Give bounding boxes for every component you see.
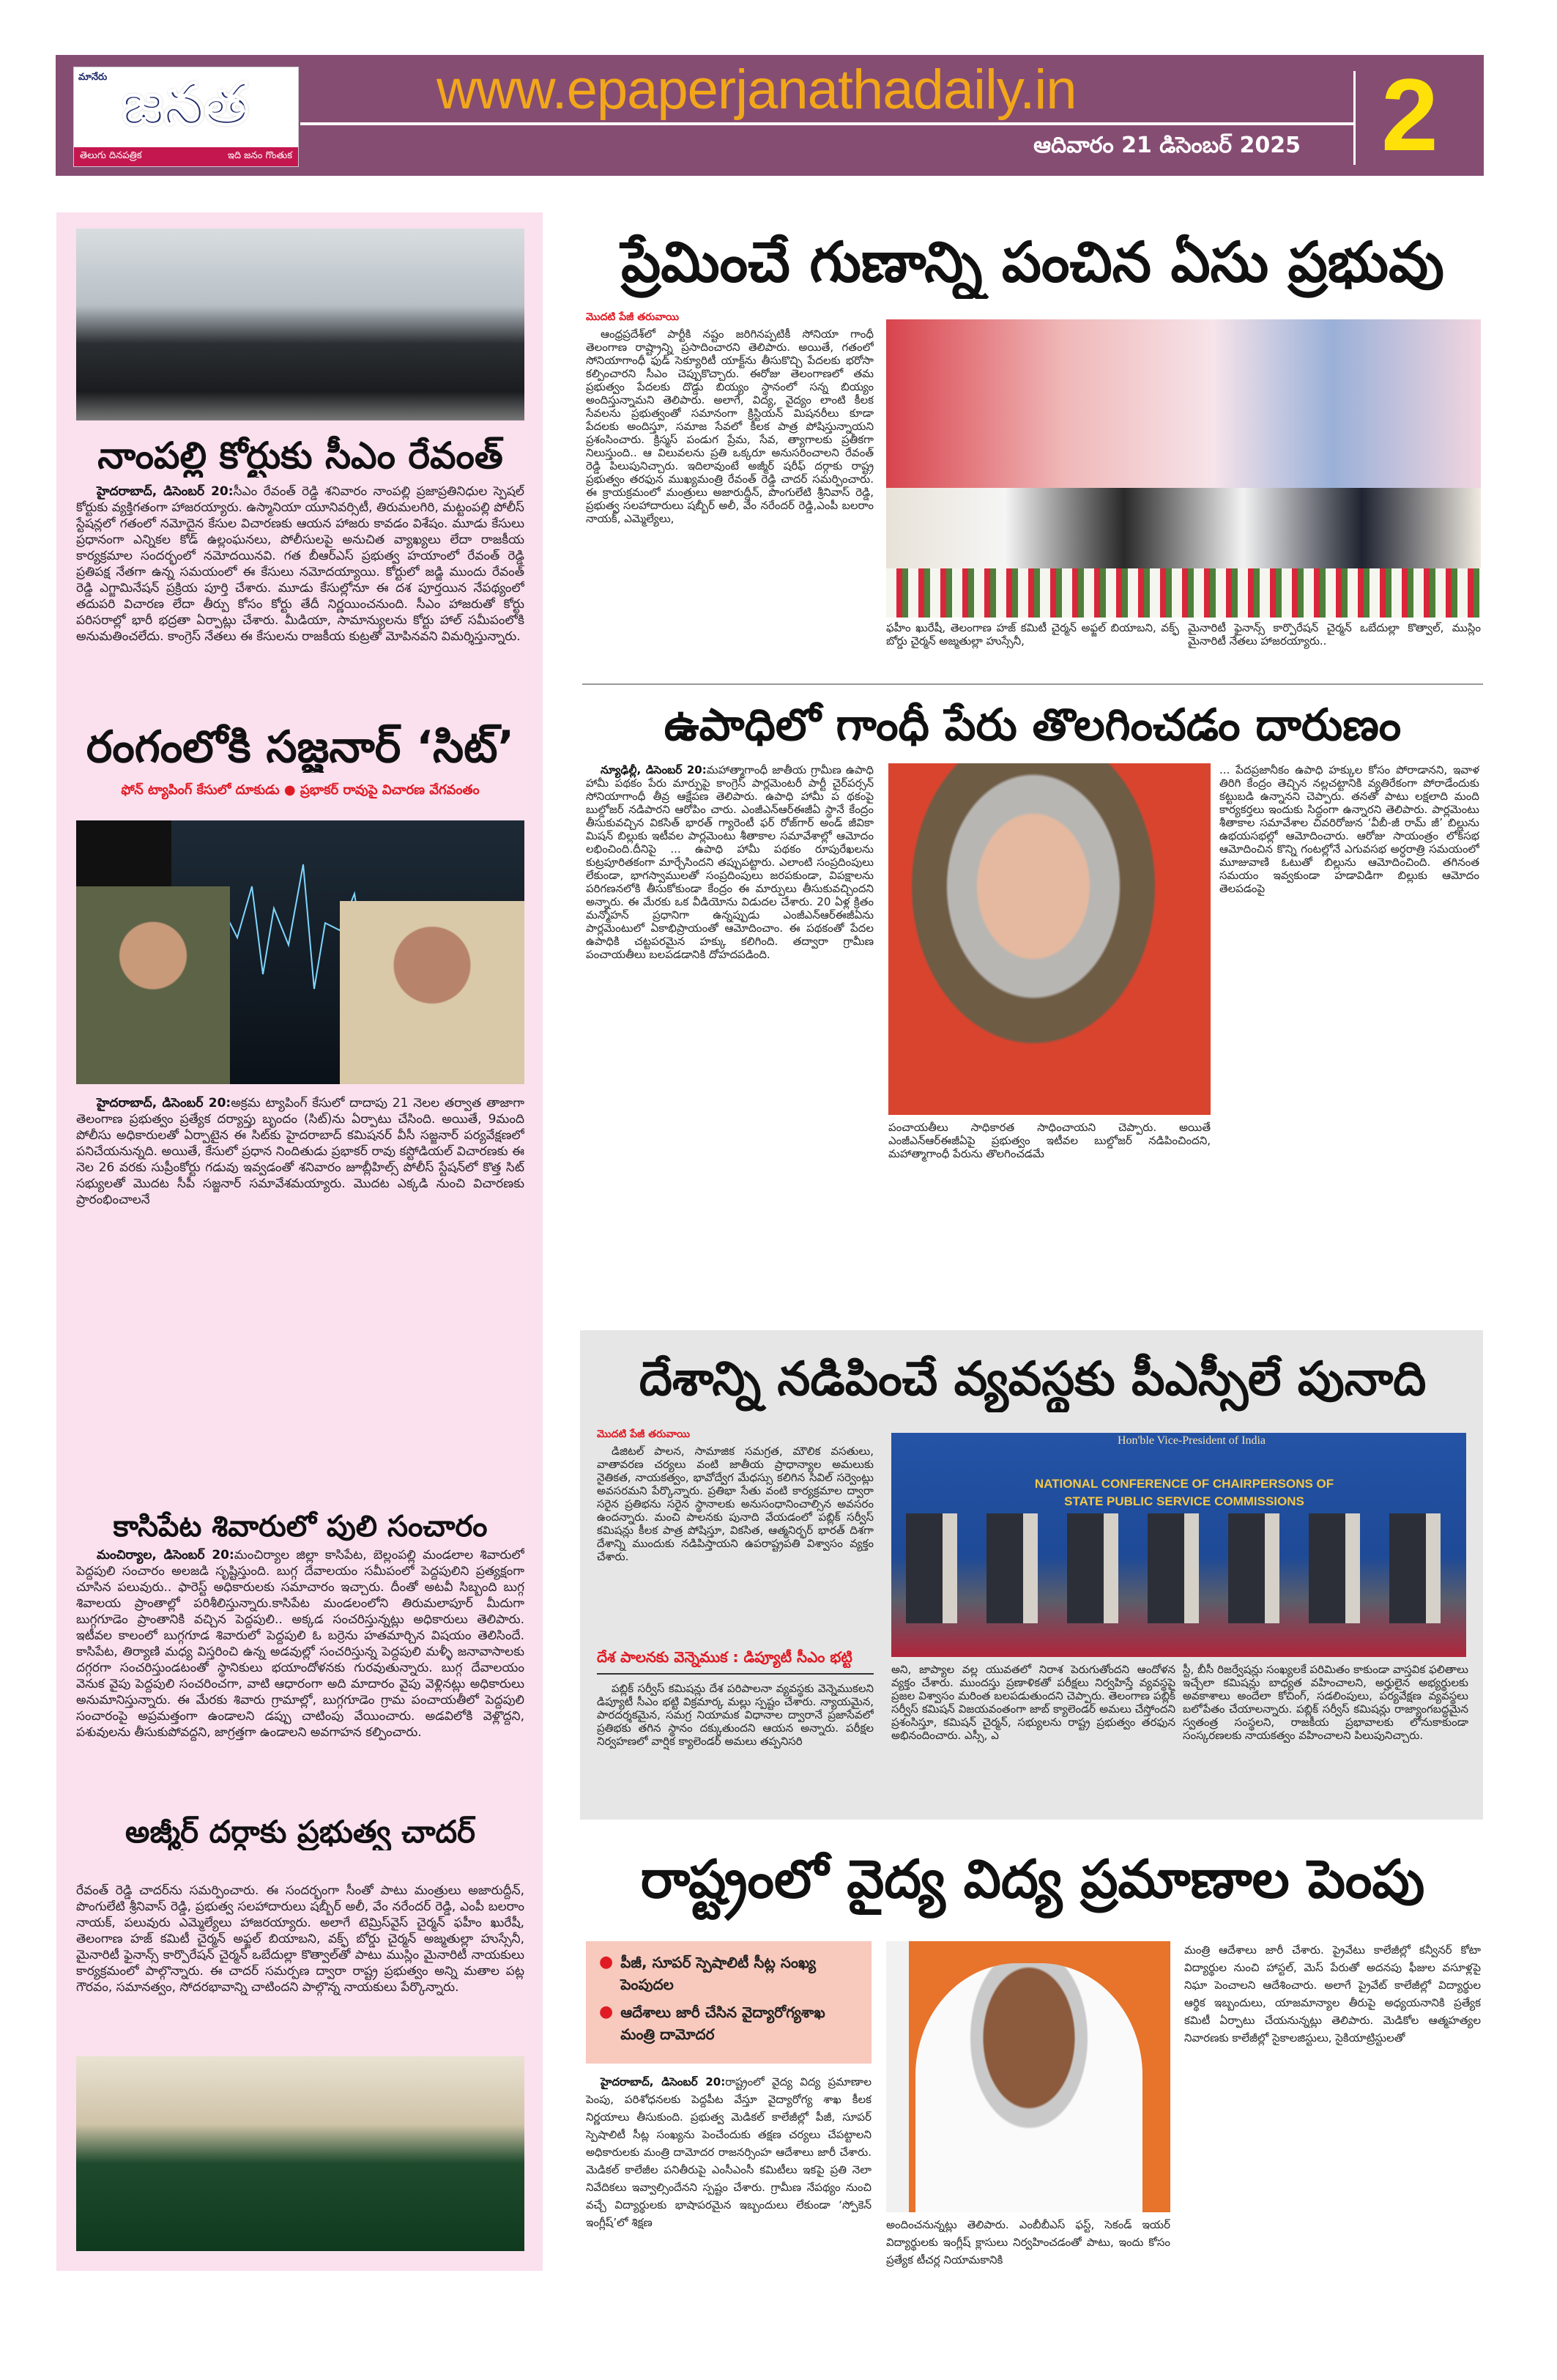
photo-sonia-gandhi	[888, 763, 1211, 1115]
masthead-vertical-divider	[1353, 71, 1356, 165]
article-ajmer: రేవంత్ రెడ్డి చాదర్‌ను సమర్పించారు. ఈ సందర్భంగా సీంతో పాటు మంత్రులు అజారుద్దీన్, పొంగులేటి శ్రీనివాస్ రెడ్డి, ప్రభుత్వ సలహాదారులు షబ్బీర్ అలీ, వేం నరేందర్ రెడ్డి, ఎంపీ బలరాం నాయక్, పలువురు ఎమ్మెల్యేలు హాజరయ్యారు. అలాగే టెమ్రిస్‌వైస్ చైర్మన్ ఫహీం ఖురేషీ, తెలంగాణ హజ్ కమిటీ చైర్మన్ అఫ్జల్ బియాబని, వక్ఫ్ బోర్డు చైర్మన్ అజ్మతుల్లా హుస్సేనీ, మైనారిటీ ఫైనాన్స్ కార్పొరేషన్ చైర్మన్ ఒబేదుల్లా కొత్వాల్‌తో పాటు ముస్లిం మైనారిటీ నాయకులు కార్యక్రమంలో పాల్గొన్నారు. ఈ చాదర్ సమర్పణ ద్వారా రాష్ట్ర ప్రభుత్వం అన్ని మతాల పట్ల గౌరవం, సమానత్వం, సోదరభావాన్ని చాటిందని పాల్గొన్న నాయకులు పేర్కొన్నారు.	[76, 1883, 524, 1995]
photo-person	[915, 1963, 1142, 2212]
logo-tagline-left: తెలుగు దినపత్రిక	[80, 150, 142, 161]
article-psc-col1b: పబ్లిక్ సర్వీస్ కమిషన్లు దేశ పరిపాలనా వ్యవస్థకు వెన్నెముకలని డిప్యూటీ సీఎం భట్టి విక్రమార్క మల్లు స్పష్టం చేశారు. న్యాయమైన, పారదర్శకమైన, సమగ్ర నియామక విధానాల ద్వారానే ప్రజాసేవలో ప్రతిభకు తగిన స్థానం దక్కుతుందని ఆయన అన్నారు. పరీక్షల నిర్వహణలో వార్షిక క్యాలెండర్ అమలు తప్పనిసరి	[597, 1682, 874, 1748]
dateline: న్యూఢిల్లీ, డిసెంబర్ 20:	[601, 763, 707, 776]
page-number: 2	[1381, 57, 1438, 172]
photo-dignitaries-row	[886, 488, 1481, 568]
dateline: హైదరాబాద్, డిసెంబర్ 20:	[97, 484, 234, 499]
bullet-icon: ●	[599, 1953, 614, 1971]
article-tiger	[76, 1547, 524, 1805]
continued-label: మొదటి పేజీ తరువాయి	[586, 311, 679, 323]
photo-accused-official	[340, 901, 524, 1084]
banner-text: Hon'ble Vice-President of India	[1117, 1434, 1266, 1447]
photo-flower-bed	[886, 568, 1481, 618]
article-christmas: ఆంధ్రప్రదేశ్‌లో పార్టీకి నష్టం జరిగినప్పటికీ సోనియా గాంధీ తెలంగాణ రాష్ట్రాన్ని ప్రసాదించారని తెలిపారు. అయితే, గతంలో సోనియాగాంధీ ఫుడ్ సెక్యూరిటీ యాక్ట్‌ను తీసుకొచ్చి పేదలకు భరోసా కల్పించారని సీఎం చెప్పుకొచ్చారు. ఈరోజు తెలంగాణలో తమ ప్రభుత్వం పేదలకు దొడ్డు బియ్యం స్థానంలో సన్న బియ్యం అందిస్తున్నామని తెలిపారు. అలాగే, విద్య, వైద్యం లాంటి కీలక సేవలను ప్రభుత్వంతో సమానంగా క్రిస్టియన్ మిషనరీలు కూడా పేదలకు అందిస్తూ, సమాజ సేవలో కీలక పాత్ర పోషిస్తున్నాయని ప్రశంసించారు. క్రిస్మస్ పండుగ ప్రేమ, సేవ, త్యాగాలకు ప్రతీకగా నిలుస్తుంది.. ఆ విలువలను ప్రతి ఒక్కరూ అనుసరించాలని రేవంత్ రెడ్డి పిలుపునిచ్చారు. ఇదిలావుంటే అజ్మీర్ షరీఫ్ దర్గాకు రాష్ట్ర ప్రభుత్వం తరఫున ముఖ్యమంత్రి రేవంత్ రెడ్డి చాదర్ సమర్పించారు. ఈ క్రాయక్రమంలో మంత్రులు అజారుద్దీన్, పొంగులేటి శ్రీనివాస్ రెడ్డి, ప్రభుత్వ సలహాదారులు షబ్బీర్ అలీ, వేం నరేందర్ రెడ్డి,ఎంపీ బలరాం నాయక్, ఎమ్మెల్యేలు,	[586, 327, 874, 525]
masthead	[56, 55, 1484, 176]
subhead-rule	[597, 1673, 874, 1675]
subhead-bhatti: దేశ పాలనకు వెన్నెముక : డిప్యూటీ సీఎం భట్టి	[597, 1648, 852, 1666]
headline-sajjanar-sit[interactable]: రంగంలోకి సజ్జనార్ ‘సిట్’	[86, 722, 515, 773]
article-body: సీఎం రేవంత్ రెడ్డి శనివారం నాంపల్లి ప్రజాప్రతినిధుల స్పెషల్ కోర్టుకు వ్యక్తిగతంగా హాజరయ్యారు. ఉస్మానియా యూనివర్సిటీ, తిరుమలగిరి, మట్టంపల్లి పోలీస్ స్టేషన్లలో గతంలో నమోదైన కేసుల విచారణకు ఆయన హాజరు కావడం విశేషం. మూడు కేసులు ప్రధానంగా ఎన్నికల కోడ్ ఉల్లంఘనలు, పోలీసులపై అనుచిత వ్యాఖ్యలు లేదా రాజకీయ కార్యక్రమాల సందర్భంలో నమోదయినవి. గత బీఆర్ఎస్ ప్రభుత్వ హయాంలో రేవంత్ రెడ్డి ప్రతిపక్ష నేతగా ఉన్న సమయంలో ఈ కేసులు నమోదయ్యాయి. కోర్టులో జడ్జి ముందు రేవంత్ రెడ్డి ఎగ్జామినేషన్ ప్రక్రియ పూర్తి చేశారు. మూడు కేసుల్లోనూ ఈ దశ పూర్తయిన నేపథ్యంలో తదుపరి విచారణ లేదా తీర్పు కోసం కోర్టు తేదీ నిర్ణయించనుంది. సీఎం హాజరుతో కోర్టు పరిసరాల్లో భారీ భద్రతా ఏర్పాట్లు చేశారు. మీడియా, సామాన్యులను కోర్టు హాల్ సమీపంలోకి అనుమతించలేదు. కాంగ్రెస్ నేతలు ఈ కేసులను రాజకీయ కుట్రతో మోపినవని విమర్శిస్తున్నారు.	[76, 484, 524, 644]
article-medical-col2: అందించనున్నట్లు తెలిపారు. ఎంబీబీఎస్ ఫస్ట్, సెకండ్ ఇయర్ విద్యార్థులకు ఇంగ్లీష్ క్లాసులు నిర్వహించడంతో పాటు, ఇందు కోసం ప్రత్యేక టీచర్ల నియామకానికి	[886, 2218, 1170, 2266]
banner-text: NATIONAL CONFERENCE OF CHAIRPERSONS OF	[1034, 1477, 1334, 1491]
subhead-part: ప్రభాకర్ రావుపై విచారణ వేగవంతం	[300, 782, 480, 798]
article-mgnrega-col3: ... పేదప్రజానీకం ఉపాధి హక్కుల కోసం పోరాడానని, ఇవాళ తిరిగి కేంద్రం తెచ్చిన నల్లచట్టానికి వ్యతిరేకంగా పోరాడేందుకు కట్టుబడి ఉన్నానని చెప్పారు. తనతో పాటు లక్షలాది మంది కార్యకర్తలు ఇందుకు సిద్ధంగా ఉన్నారని తెలిపారు. పార్లమెంటు శీతాకాల సమావేశాల చివరిరోజున ‘వీబీ-జీ రామ్ జీ’ బిల్లును ఉభయసభల్లో ఆమోదించారు. ఆరోజు సాయంత్రం లోక్‌సభ ఆమోదించిన కొన్ని గంటల్లోనే ఎగువసభ అర్ధరాత్రి సమయంలో మూజువాణి ఓటుతో బిల్లును ఆమోదించింది. తగినంత సమయం ఇవ్వకుండా హడావిడిగా బిల్లుకు ఆమోదం తెలపడంపై	[1219, 763, 1479, 895]
highlight-text: పీజీ, సూపర్ స్పెషాలిటీ సీట్ల సంఖ్య పెంపుదల	[620, 1954, 817, 1993]
highlight-text: ఆదేశాలు జారీ చేసిన వైద్యారోగ్యశాఖ మంత్రి దామోదర	[620, 2003, 825, 2043]
headline-nampally-court[interactable]: నాంపల్లి కోర్టుకు సీఎం రేవంత్	[97, 434, 503, 477]
logo-tagline-strip	[74, 147, 298, 166]
headline-psc[interactable]: దేశాన్ని నడిపించే వ్యవస్థకు పీఎస్సీలే పునాది	[639, 1352, 1427, 1406]
article-medical-col3: మంత్రి ఆదేశాలు జారీ చేశారు. ప్రైవేటు కాలేజీల్లో కన్వీనర్ కోటా విద్యార్థుల నుంచి హాస్టల్, మెస్ పేరుతో అదనపు ఫీజుల వసూళ్లపై నిఘా పెంచాలని ఆదేశించారు. అలాగే ప్రైవేట్ కాలేజీల్లో విద్యార్థుల ఆర్థిక ఇబ్బందులు, యాజమాన్యాల తీరుపై అధ్యయనానికి ప్రత్యేక కమిటీ ఏర్పాటు చేయనున్నట్లు తెలిపారు. మెడికోల ఆత్మహత్యల నివారణకు కాలేజీల్లో సైకాలజిస్టులు, సైకియాట్రిస్టులతో	[1184, 1943, 1481, 2044]
photo-psc-conference	[891, 1433, 1466, 1657]
dateline: హైదరాబాద్, డిసెంబర్ 20:	[97, 1096, 231, 1111]
website-url[interactable]: www.epaperjanathadaily.in	[436, 59, 1077, 121]
headline-medical-education[interactable]: రాష్ట్రంలో వైద్య విద్య ప్రమాణాల పెంపు	[640, 1848, 1425, 1910]
logo-name: జనత	[122, 72, 249, 138]
highlight-item	[599, 2001, 858, 2045]
photo-caption: ఫహీం ఖురేషీ, తెలంగాణ హజ్ కమిటీ చైర్మన్ అఫ్జల్ బియాబని, వక్ఫ్ బోర్డు చైర్మన్ అజ్మతుల్లా హుస్సేనీ,	[886, 621, 1179, 648]
dateline: మంచిర్యాల, డిసెంబర్ 20:	[97, 1548, 234, 1562]
article-psc-col3: స్టీ, బీసీ రిజర్వేషన్లు సంఖ్యలకే పరిమితం కాకుండా వాస్తవిక ఫలితాలు ఇచ్చేలా కమిషన్లు బాధ్యత వహించాలని, అర్హులైన అభ్యర్థులకు అవకాశాలు అందేలా కోచింగ్, సడలింపులు, పర్యవేక్షణ వ్యవస్థలు బలోపేతం చేయాలన్నారు. పబ్లిక్ సర్వీస్ కమిషన్లు రాజ్యాంగబద్ధమైన స్వతంత్ర సంస్థలని, రాజకీయ ప్రభావాలకు లోనుకాకుండా సంస్కరణలకు నాయకత్వం వహించాలని పిలుపునిచ్చారు.	[1183, 1663, 1468, 1742]
logo-prefix: మానేరు	[78, 72, 108, 83]
article-body: అక్రమ ట్యాపింగ్ కేసులో దాదాపు 21 నెలల తర్వాత తాజాగా తెలంగాణ ప్రభుత్వం ప్రత్యేక దర్యాప్తు బృందం (సిట్)ను ఏర్పాటు చేసింది. అయితే, 9మంది పోలీసు అధికారులతో ఏర్పాటైన ఈ సిట్‌కు హైదరాబాద్ కమిషనర్ వీసీ సజ్జనార్ పర్యవేక్షణలో పనిచేయనున్నది. అయితే, కేసులో ప్రధాన నిందితుడు ప్రభాకర్ రావు కస్టోడియల్ విచారణకు ఈ నెల 26 వరకు సుప్రీంకోర్టు గడువు ఇవ్వడంతో శనివారం జూబ్లీహిల్స్ పోలీస్ స్టేషన్‌లో కొత్త సిట్ సభ్యులతో మొదట సీపీ సజ్జనార్ సమావేశమయ్యారు. మొదట ఎక్కడి నుంచి విచారణకు ప్రారంభించాలనే	[76, 1096, 524, 1207]
continued-label: మొదటి పేజీ తరువాయి	[597, 1428, 690, 1440]
photo-ajmer-chadar	[76, 2056, 524, 2251]
bullet-icon: ●	[599, 2003, 614, 2021]
logo-tagline-right: ఇది జనం గొంతుక	[227, 150, 292, 161]
photo-cm-convoy-car	[76, 229, 524, 420]
subhead-phone-tapping: ఫోన్ ట్యాపింగ్ కేసులో దూకుడు ● ప్రభాకర్ రావుపై విచారణ వేగవంతం	[121, 782, 480, 798]
issue-date: ఆదివారం 21 డిసెంబర్ 2025	[1033, 133, 1301, 158]
photo-sit-officers	[76, 820, 524, 1084]
headline-tiger-kasipeta[interactable]: కాసిపేట శివారులో పులి సంచారం	[113, 1510, 488, 1543]
highlight-item	[599, 1951, 858, 1995]
photo-police-officer	[76, 886, 230, 1084]
newspaper-logo[interactable]	[73, 67, 299, 167]
article-medical-col1	[586, 2073, 872, 2302]
banner-text: STATE PUBLIC SERVICE COMMISSIONS	[1064, 1494, 1304, 1508]
headline-ajmer-chadar[interactable]: అజ్మీర్ దర్గాకు ప్రభుత్వ చాదర్	[125, 1814, 476, 1850]
headline-christmas[interactable]: ప్రేమించే గుణాన్ని పంచిన ఏసు ప్రభువు	[621, 229, 1444, 294]
subhead-part: ఫోన్ ట్యాపింగ్ కేసులో దూకుడు	[121, 782, 280, 798]
photo-dignitaries-seated	[891, 1513, 1466, 1623]
article-body: మహాత్మాగాంధీ జాతీయ గ్రామీణ ఉపాధి హామీ పథకం పేరు మార్పుపై కాంగ్రెస్ పార్లమెంటరీ పార్టీ చైర్‌పర్సన్ సోనియాగాంధీ తీవ్ర ఆక్షేపణ తెలిపారు. ఉపాధి హామీ ప థకంపై బుల్డోజర్ నడిపారని ఆరోపిం చారు. ఎంజీఎన్ఆర్ఈజీఏ స్థానే కేంద్రం తీసుకువచ్చిన వికసిత్ భారత్ గ్యారెంటీ ఫర్ రోజ్‌గార్ అండ్ జీవికా మిషన్ బిల్లుకు ఇటీవల పార్లమెంటు శీతాకాల సమావేశాల్లో ఆమోదం లభించింది.దీనిపై ... ఉపాధి హామీ పథకం రూపురేఖలను కుట్రపూరితకంగా మార్చేసిందని తప్పుపట్టారు. ఎలాంటి సంప్రదింపులు లేకుండా, భాగస్వాములతో సంప్రదింపులు జరపకుండా, విపక్షాలను పరిగణనలోకి తీసుకోకుండా కేంద్రం ఈ మార్పులు తీసుకువచ్చిందని అన్నారు. ఈ మేరకు ఒక వీడియోను విడుదల చేశారు. 20 ఏళ్ల క్రితం మన్మోహన్ ప్రధానిగా ఉన్నప్పుడు ఎంజీఎన్ఆర్ఈజీఏను పార్లమెంటులో ఏకాభిప్రాయంతో ఆమోదించాం. ఈ పథకంతో పేదల ఉపాధికి చట్టపరమైన హక్కు కలిగింది. తద్వారా గ్రామీణ పంచాయతీలు బలపడడానికి దోహదపడింది.	[586, 763, 874, 961]
article-nampally-court	[76, 483, 524, 716]
article-sit	[76, 1095, 524, 1461]
headline-mgnrega-gandhi[interactable]: ఉపాధిలో గాంధీ పేరు తొలగించడం దారుణం	[664, 700, 1402, 751]
dateline: హైదరాబాద్, డిసెంబర్ 20:	[601, 2075, 726, 2088]
article-body: రాష్ట్రంలో వైద్య విద్య ప్రమాణాల పెంపు, పరిశోధనలకు పెద్దపీట వేస్తూ వైద్యారోగ్య శాఖ కీలక నిర్ణయాలు తీసుకుంది. ప్రభుత్వ మెడికల్ కాలేజీల్లో పీజీ, సూపర్ స్పెషాలిటీ సీట్ల సంఖ్యను పెంచేందుకు తక్షణ చర్యలు చేపట్టాలని అధికారులకు మంత్రి దామోదర రాజనర్సింహ ఆదేశాలు జారీ చేశారు. మెడికల్ కాలేజీల పనితీరుపై ఎంసీఎంసీ కమిటీలు ఇకపై ప్రతి నెలా నివేదికలు ఇవ్వాల్సిందేనని స్పష్టం చేశారు. గ్రామీణ నేపథ్యం నుంచి వచ్చే విద్యార్థులకు భాషాపరమైన ఇబ్బందులు లేకుండా ‘స్పోకెన్ ఇంగ్లీష్’లో శిక్షణ	[586, 2075, 872, 2229]
article-body: మంచిర్యాల జిల్లా కాసిపేట, బెల్లంపల్లి మండలాల శివారులో పెద్దపులి సంచారం అలజడి సృష్టిస్తుంది. బుగ్గ దేవాలయం సమీపంలో పెద్దపులిని ప్రత్యక్షంగా చూసిన పలువురు.. ఫారెస్ట్ అధికారులకు సమాచారం ఇచ్చారు. దీంతో అటవీ సిబ్బంది బుగ్గ శివాలయ ప్రాంతాల్లో పరిశీలిస్తున్నారు.కాసిపేట మండలంలోని తిరుమలాపూర్ మీదుగా బుగ్గగూడెం ప్రాంతానికి వచ్చిన పెద్దపులి.. అక్కడ సంచరిస్తున్నట్లు అధికారులు తెలిపారు. ఇటీవల కాలంలో బుగ్గగూడ శివారులో పెద్దపులి ఓ బర్రెను హతమార్చిన విషయం తెలిసిందే. కాసిపేట, తిర్యాణి మధ్య విస్తరించి ఉన్న అడవుల్లో సంచరిస్తున్న పెద్దపులి మళ్ళీ జనావాసాలకు దగ్గరగా సంచరిస్తుండటంతో స్థానికులు భయాందోళనకు గురవుతున్నారు. బుగ్గ దేవాలయం వెనుక వైపు పెద్దపులి సంచరించగా, వాటి ఆధారంగా అది మాదారం వైపు వెళ్లినట్లు అధికారులు అనుమానిస్తున్నారు. ఈ మేరకు శివారు గ్రామాల్లో, బుగ్గగూడెం గ్రామ పంచాయతీలో పెద్దపులి సంచారంపై అప్రమత్తంగా ఉండాలని డప్పు చాటింపు వేయించారు. అడవిలోకి వెళ్లొద్దని, పశువులను తీసుకుపోవద్దని, జాగ్రత్తగా ఉండాలని అవగాహన కల్పించారు.	[76, 1548, 524, 1740]
photo-minister-damodara	[886, 1941, 1170, 2212]
highlights-box	[586, 1941, 872, 2064]
masthead-divider	[300, 122, 1353, 125]
photo-christmas-celebration	[886, 319, 1481, 618]
article-psc-col2: అని, జాప్యాల వల్ల యువతలో నిరాశ పెరుగుతోందని ఆందోళన వ్యక్తం చేశారు. ముందస్తు ప్రణాళికతో పరీక్షలు నిర్వహిస్తే వ్యవస్థపై ప్రజల విశ్వాసం మరింత బలపడుతుందని చెప్పారు. తెలంగాణ పబ్లిక్ సర్వీస్ కమిషన్ విజయవంతంగా జాబ్ క్యాలెండర్ అమలు చేస్తోందని ప్రశంసిస్తూ, కమిషన్ చైర్మన్, సభ్యులను రాష్ట్ర ప్రభుత్వం తరఫున అభినందించారు. ఎస్సీ, ఎ	[891, 1663, 1175, 1742]
article-mgnrega-col2: పంచాయతీలు సాధికారత సాధించాయని చెప్పారు. అయితే ఎంజీఎన్ఆర్ఈజీఏపై ప్రభుత్వం ఇటీవల బుల్డోజర్ నడిపించిందని, మహాత్మాగాంధీ పేరును తొలగించడమే	[888, 1121, 1211, 1160]
photo-caption: మైనారిటీ ఫైనాన్స్ కార్పొరేషన్ చైర్మన్ ఒబేదుల్లా కొత్వాల్, ముస్లిం మైనారిటీ నేతలు హాజరయ్యారు..	[1188, 621, 1481, 648]
article-psc-col1: డిజిటల్ పాలన, సామాజిక సమగ్రత, మౌలిక వసతులు, వాతావరణ చర్యలు వంటి జాతీయ ప్రాధాన్యాల అమలుకు నైతికత, నాయకత్వం, భావోద్వేగ మేధస్సు కలిగిన సివిల్ సర్వెంట్లు అవసరమని పేర్కొన్నారు. ప్రతిభా సేతు వంటి కార్యక్రమాల ద్వారా సరైన ప్రతిభను సరైన స్థానాలకు అనుసంధానించాల్సిన అవసరం ఉందన్నారు. మంచి పాలనకు పునాది వేయడంలో పబ్లిక్ సర్వీస్ కమిషన్లు కీలక పాత్ర పోషిస్తూ, వికసిత, ఆత్మనిర్భర్ భారత్ దిశగా దేశాన్ని ముందుకు నడిపిస్తాయని ఉపరాష్ట్రపతి విశ్వాసం వ్యక్తం చేశారు.	[597, 1445, 874, 1563]
section-divider	[582, 683, 1483, 685]
